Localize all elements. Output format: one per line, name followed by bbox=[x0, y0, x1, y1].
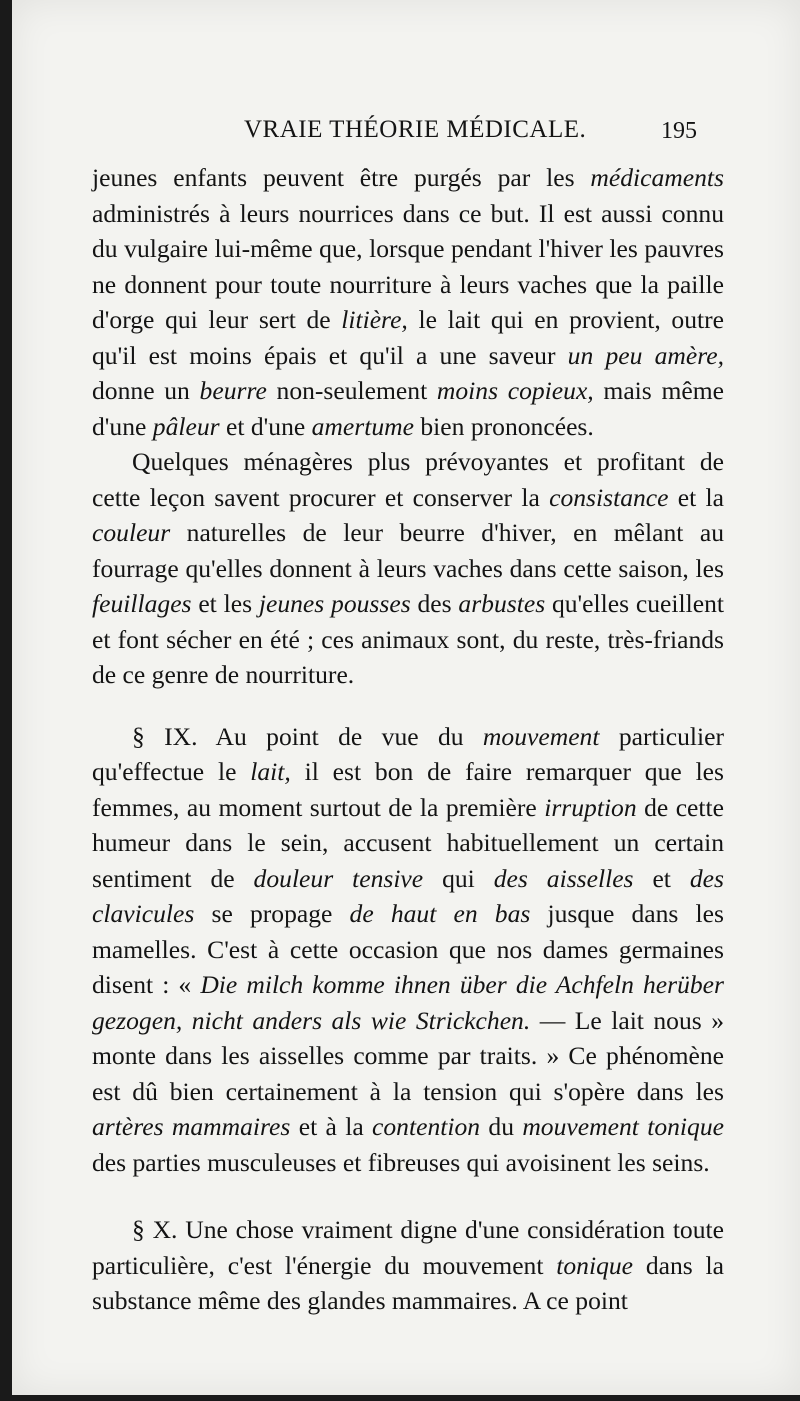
italic-term: feuillages bbox=[92, 589, 192, 618]
text-run: de cette humeur dans le sein, accusent habituellement un certain sentiment de bbox=[92, 792, 724, 893]
text-run: des bbox=[410, 589, 459, 618]
italic-term: de haut en bas bbox=[349, 899, 531, 928]
italic-term: moins copieux, bbox=[436, 376, 594, 405]
text-run: mais même d'une bbox=[92, 376, 724, 441]
italic-term: pâleur bbox=[152, 411, 220, 441]
text-run: donne un bbox=[92, 376, 200, 405]
body-text bbox=[92, 160, 724, 1319]
page-number: 195 bbox=[661, 118, 697, 144]
text-run: le lait qui en provient, outre qu'il est moins épais et qu'il a une saveur bbox=[92, 305, 724, 370]
italic-term: lait, bbox=[250, 757, 291, 786]
text-run: et les bbox=[191, 589, 259, 618]
text-run: et d'une bbox=[219, 411, 312, 441]
italic-term: jeunes pousses bbox=[258, 589, 411, 618]
text-run: jusque dans les mamelles. C'est à cette occasion que nos dames germaines disent : « bbox=[92, 899, 724, 999]
running-title: VRAIE THÉORIE MÉDICALE. bbox=[244, 116, 587, 143]
paragraph-continuation bbox=[92, 160, 724, 444]
section-x bbox=[92, 1212, 724, 1319]
book-page bbox=[12, 0, 800, 1395]
text-run: se propage bbox=[194, 899, 350, 928]
section-ix bbox=[92, 719, 724, 1181]
italic-term: consistance bbox=[549, 482, 669, 512]
italic-term: mouvement tonique bbox=[522, 1112, 724, 1141]
italic-term: médicaments bbox=[590, 163, 724, 192]
text-run: et la bbox=[668, 482, 724, 512]
italic-term: litière, bbox=[341, 305, 408, 334]
italic-term: contention bbox=[372, 1112, 481, 1141]
text-run: non-seulement bbox=[266, 376, 437, 405]
paragraph-menageres bbox=[92, 444, 724, 693]
italic-term: irruption bbox=[544, 792, 637, 822]
italic-term: amertume bbox=[311, 411, 414, 441]
text-run: particulier qu'effectue le bbox=[92, 721, 724, 786]
italic-term: beurre bbox=[199, 376, 267, 405]
italic-term: douleur tensive bbox=[253, 863, 424, 893]
text-run: qu'elles cueillent et font sécher en été ; ces animaux sont, du reste, très-friands de ce genre de nourriture. bbox=[92, 589, 724, 689]
text-run: Quelques ménagères plus prévoyantes et profitant de cette leçon savent procurer et conserver la bbox=[92, 447, 724, 512]
text-run: § X. Une chose vraiment digne d'une considération toute particulière, c'est l'énergie du mouvement bbox=[92, 1215, 724, 1280]
italic-term: des aisselles bbox=[493, 863, 634, 893]
italic-term: Die milch komme ihnen über die Achfeln herüber gezogen, nicht anders als wie Strickchen. bbox=[92, 970, 724, 1035]
italic-term: artères mammaires bbox=[92, 1112, 291, 1141]
italic-term: tonique bbox=[556, 1250, 634, 1280]
text-run: et bbox=[633, 863, 690, 893]
italic-term: des clavicules bbox=[92, 863, 724, 928]
text-run: il est bon de faire remarquer que les femmes, au moment surtout de la première bbox=[92, 757, 725, 822]
text-run: administrés à leurs nourrices dans ce but. Il est aussi connu du vulgaire lui-même que, lorsque pendant l'hiver les pauvres ne donnent pour toute nourriture à leurs vaches que la paille d'orge qui leur sert de bbox=[92, 198, 724, 334]
text-run: naturelles de leur beurre d'hiver, en mêlant au fourrage qu'elles donnent à leurs vaches dans cette saison, les bbox=[92, 518, 724, 583]
page-header bbox=[12, 116, 800, 150]
italic-term: arbustes bbox=[458, 589, 546, 618]
text-run: dans la substance même des glandes mammaires. A ce point bbox=[92, 1250, 724, 1315]
italic-term: couleur bbox=[92, 518, 171, 547]
text-run: § IX. Au point de vue du bbox=[132, 721, 483, 751]
text-run: jeunes enfants peuvent être purgés par les bbox=[92, 163, 591, 192]
text-run: — Le lait nous » monte dans les aisselles comme par traits. » Ce phénomène est dû bien certainement à la tension qui s'opère dans les bbox=[92, 1005, 724, 1106]
text-run: des parties musculeuses et fibreuses qui avoisinent les seins. bbox=[92, 1147, 710, 1177]
text-run: qui bbox=[423, 863, 494, 893]
text-run: du bbox=[480, 1112, 523, 1141]
italic-term: mouvement bbox=[482, 721, 600, 751]
text-run: bien prononcées. bbox=[413, 411, 594, 441]
text-run: et à la bbox=[290, 1112, 373, 1141]
italic-term: un peu amère, bbox=[567, 340, 724, 370]
